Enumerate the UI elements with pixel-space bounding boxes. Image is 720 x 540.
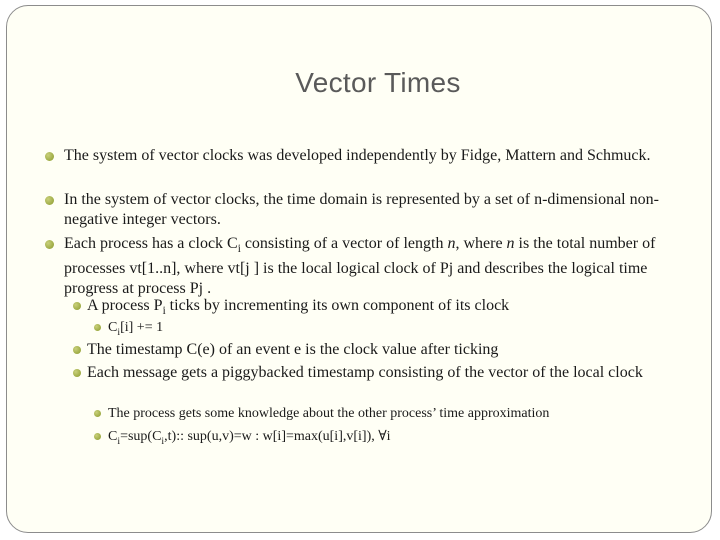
bullet-icon	[94, 410, 101, 417]
bullet-text: A process $P_i$ ticks by incrementing its own component of its clock	[87, 297, 510, 318]
bullet-text: The process gets some knowledge about the other process’ time approximation	[108, 406, 550, 421]
bullet-text: Each process has a clock $C_i$ consisting of a vector of length n, where n is the total number of processes vt[1..n], where vt[j ] is the local logical clock of Pj and describes the logical time progress at process Pj .	[64, 235, 656, 298]
bullet-icon	[45, 240, 54, 249]
bullet-icon	[45, 196, 54, 205]
bullet-text: $C_i=sup(C_i,t)$:: sup(u,v)=w : w[i]=max(u[i],v[i]), ∀i	[108, 429, 391, 447]
bullet-icon	[94, 324, 101, 331]
bullet-icon	[73, 346, 81, 354]
bullet-icon	[94, 433, 101, 440]
bullet-text: The system of vector clocks was developed independently by Fidge, Mattern and Schmuck.	[64, 147, 651, 164]
slide-title: Vector Times	[295, 67, 461, 98]
bullet-text: $C_i[i] += 1$	[108, 320, 164, 338]
bullet-text: In the system of vector clocks, the time domain is represented by a set of n-dimensional non-negative integer vectors.	[64, 191, 659, 228]
bullet-text: The timestamp C(e) of an event e is the clock value after ticking	[87, 341, 499, 358]
bullet-icon	[73, 302, 81, 310]
bullet-icon	[73, 369, 81, 377]
bullet-text: Each message gets a piggybacked timestamp consisting of the vector of the local clock	[87, 364, 643, 381]
bullet-icon	[45, 152, 54, 161]
